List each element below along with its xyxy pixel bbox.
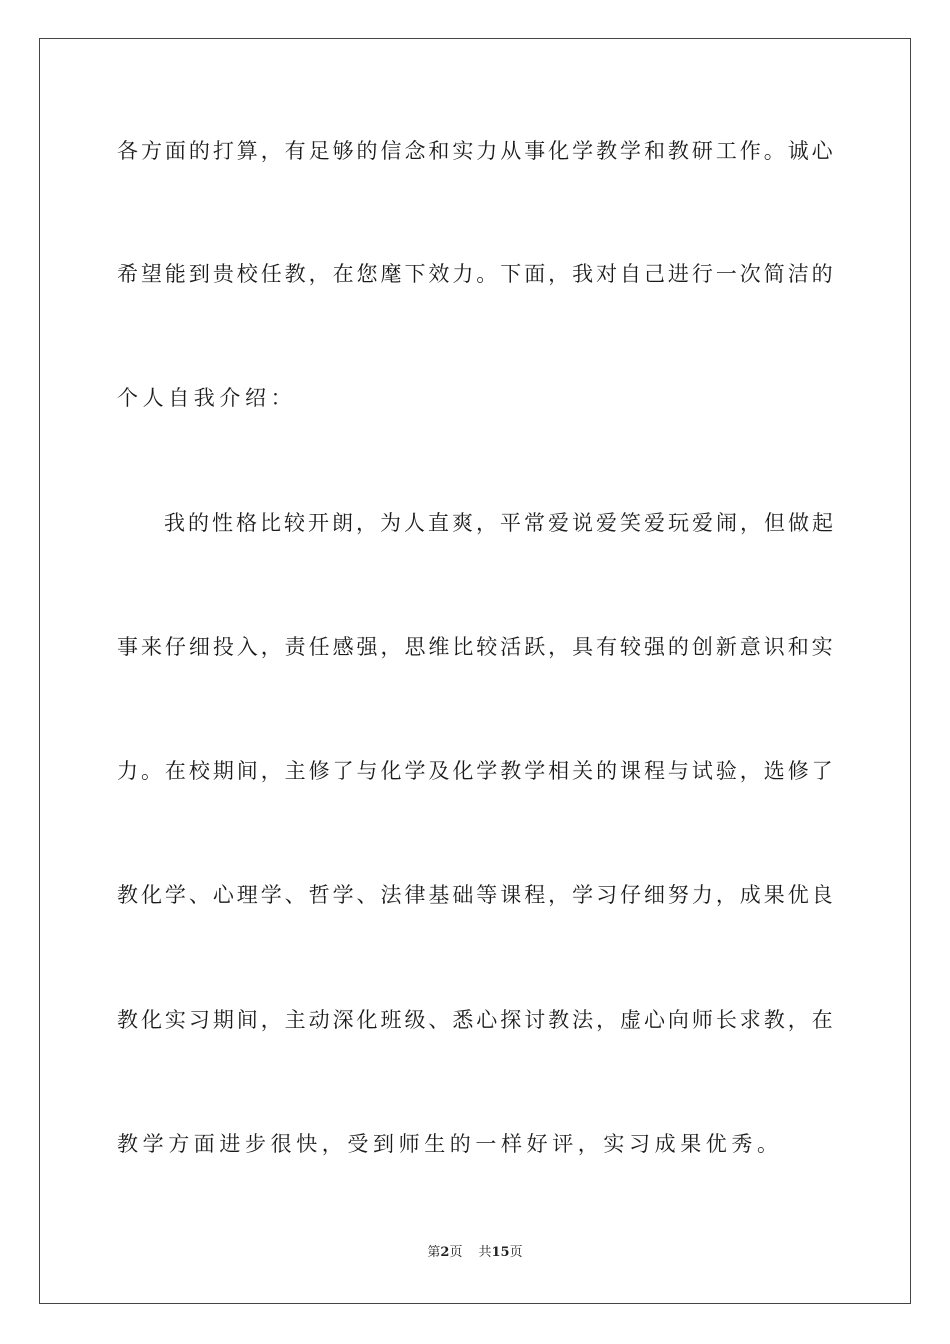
text-line-9: 教学方面进步很快，受到师生的一样好评，实习成果优秀。: [117, 1132, 783, 1156]
page-footer: [0, 1244, 950, 1262]
text-line-5: 事 来 仔 细 投 入 ， 责 任 感 强 ， 思 维 比 较 活 跃 ， 具 有 较 强 的 创 新 意 识 和 实: [117, 635, 833, 659]
total-prefix: 共: [478, 1245, 492, 1260]
total-pages: 15: [491, 1245, 510, 1260]
text-line-3: 个人自我介绍：: [117, 386, 297, 410]
page-prefix: 第: [427, 1245, 441, 1260]
text-line-1: 各 方 面 的 打 算 ， 有 足 够 的 信 念 和 实 力 从 事 化 学 教 学 和 教 研 工 作 。 诚 心: [117, 139, 833, 163]
page-frame: [39, 38, 911, 1304]
page-number: 2: [440, 1245, 450, 1260]
text-line-7: 教 化 学 、 心 理 学 、 哲 学 、 法 律 基 础 等 课 程 ， 学 习 仔 细 努 力 ， 成 果 优 良: [117, 883, 833, 907]
text-line-8: 教 化 实 习 期 间 ， 主 动 深 化 班 级 、 悉 心 探 讨 教 法 ， 虚 心 向 师 长 求 教 ， 在: [117, 1008, 833, 1032]
text-line-2: 希 望 能 到 贵 校 任 教 ， 在 您 麾 下 效 力 。 下 面 ， 我 对 自 己 进 行 一 次 简 洁 的: [117, 262, 833, 286]
text-line-4: 我 的 性 格 比 较 开 朗 ， 为 人 直 爽 ， 平 常 爱 说 爱 笑 爱 玩 爱 闹 ， 但 做 起: [164, 511, 833, 535]
total-suffix: 页: [509, 1245, 523, 1260]
text-line-6: 力 。 在 校 期 间 ， 主 修 了 与 化 学 及 化 学 教 学 相 关 的 课 程 与 试 验 ， 选 修 了: [117, 759, 833, 783]
page-suffix: 页: [449, 1245, 463, 1260]
